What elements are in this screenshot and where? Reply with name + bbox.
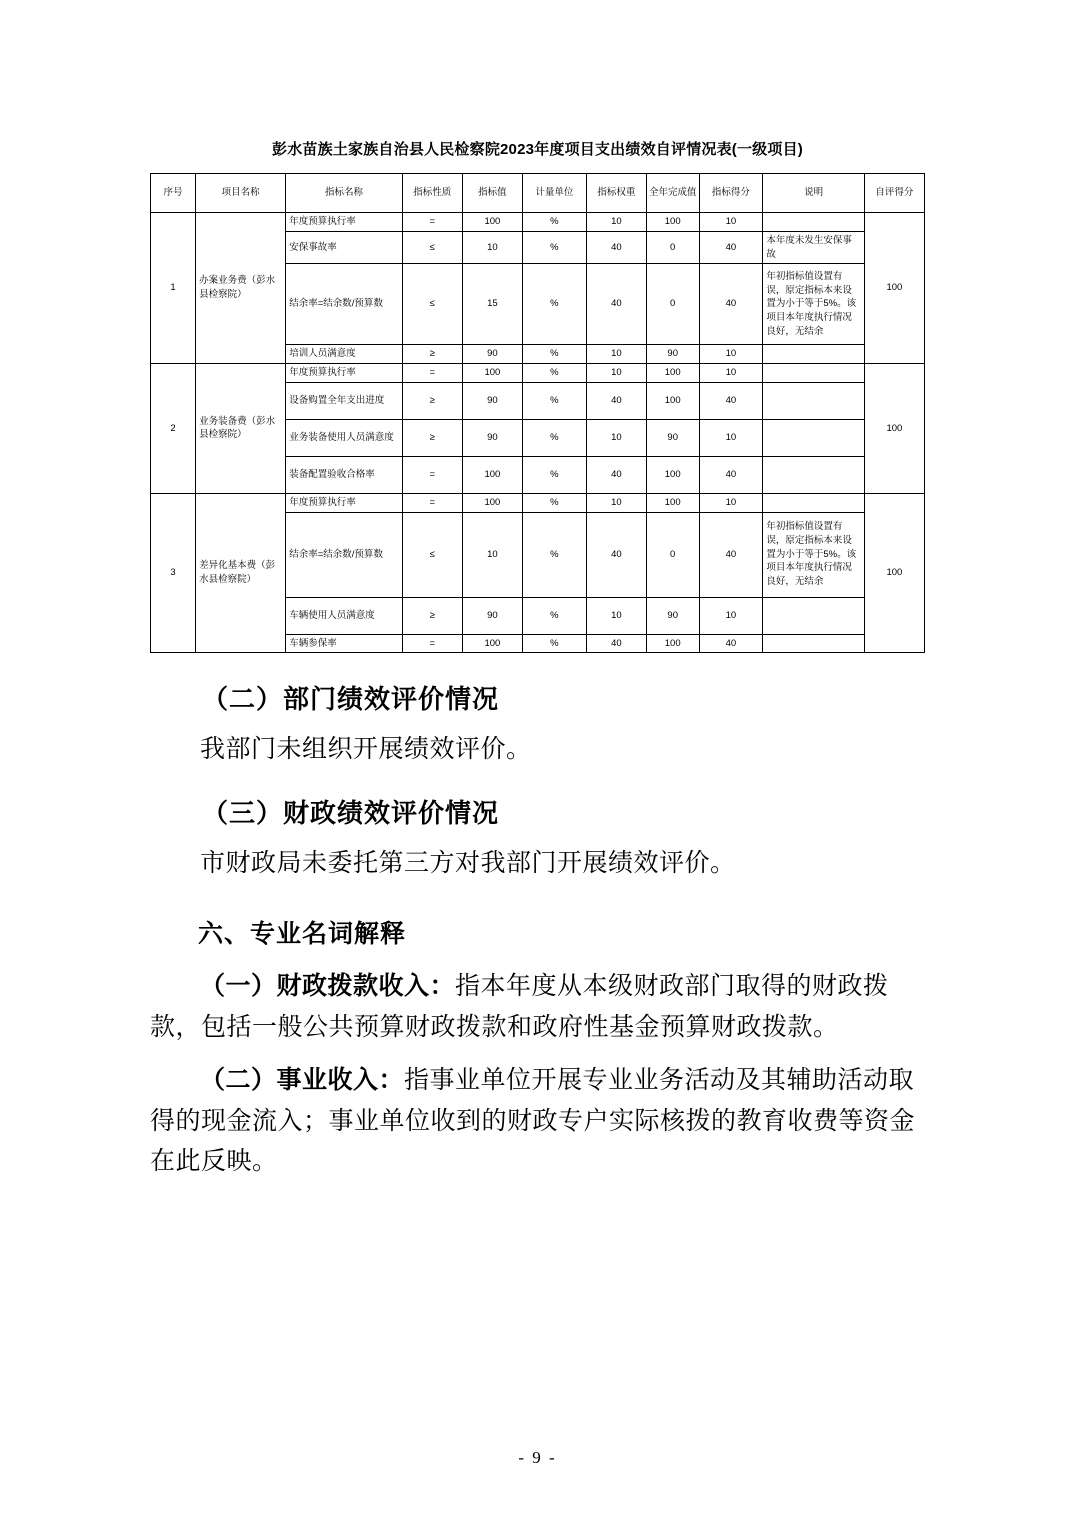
cell-unit: %: [522, 512, 586, 597]
cell-note: 年初指标值设置有误，原定指标本来设置为小于等于5%。该项目本年度执行情况良好，无结余: [763, 264, 864, 345]
cell-self-score: 100: [864, 213, 924, 364]
cell-indicator: 设备购置全年支出进度: [286, 382, 402, 419]
cell-weight: 10: [586, 493, 646, 512]
col-header-note: 说明: [763, 174, 864, 213]
cell-project: 业务装备费（彭水县检察院）: [196, 364, 286, 494]
heading-department-evaluation: （二）部门绩效评价情况: [202, 685, 500, 715]
cell-nature: =: [402, 364, 462, 383]
cell-note: [763, 493, 864, 512]
cell-value: 100: [462, 213, 522, 232]
cell-self-score: 100: [864, 364, 924, 494]
cell-score: 40: [699, 382, 763, 419]
cell-note: [763, 456, 864, 493]
cell-value: 10: [462, 512, 522, 597]
term-lead-fiscal-appropriation: （一）财政拨款收入：: [200, 972, 456, 1001]
cell-indicator: 年度预算执行率: [286, 364, 402, 383]
cell-unit: %: [522, 382, 586, 419]
cell-actual: 100: [646, 382, 699, 419]
cell-self-score: 100: [864, 493, 924, 653]
performance-evaluation-table: [150, 173, 925, 653]
cell-nature: ≤: [402, 264, 462, 345]
cell-nature: ≤: [402, 231, 462, 264]
cell-nature: ≥: [402, 382, 462, 419]
cell-indicator: 车辆参保率: [286, 634, 402, 653]
cell-no: 1: [151, 213, 196, 364]
paragraph-fiscal-evaluation: 市财政局未委托第三方对我部门开展绩效评价。: [200, 849, 736, 877]
cell-score: 40: [699, 456, 763, 493]
cell-indicator: 结余率=结余数/预算数: [286, 512, 402, 597]
cell-weight: 10: [586, 597, 646, 634]
cell-unit: %: [522, 456, 586, 493]
cell-value: 100: [462, 493, 522, 512]
cell-actual: 100: [646, 493, 699, 512]
cell-nature: =: [402, 213, 462, 232]
cell-unit: %: [522, 364, 586, 383]
cell-actual: 0: [646, 512, 699, 597]
paragraph-term-operating-income: [150, 1060, 925, 1183]
paragraph-department-evaluation: 我部门未组织开展绩效评价。: [200, 736, 532, 764]
cell-actual: 0: [646, 231, 699, 264]
cell-unit: %: [522, 345, 586, 364]
cell-value: 90: [462, 597, 522, 634]
cell-nature: =: [402, 634, 462, 653]
cell-nature: =: [402, 493, 462, 512]
cell-project: 差异化基本费（彭水县检察院）: [196, 493, 286, 653]
cell-actual: 100: [646, 634, 699, 653]
cell-note: [763, 634, 864, 653]
table-row: [151, 213, 925, 232]
cell-no: 2: [151, 364, 196, 494]
cell-indicator: 业务装备使用人员满意度: [286, 419, 402, 456]
cell-score: 10: [699, 345, 763, 364]
cell-value: 10: [462, 231, 522, 264]
cell-unit: %: [522, 419, 586, 456]
col-header-self-score: 自评得分: [864, 174, 924, 213]
col-header-indicator: 指标名称: [286, 174, 402, 213]
cell-indicator: 培训人员满意度: [286, 345, 402, 364]
cell-note: [763, 364, 864, 383]
col-header-nature: 指标性质: [402, 174, 462, 213]
cell-nature: ≤: [402, 512, 462, 597]
cell-score: 10: [699, 364, 763, 383]
cell-weight: 10: [586, 213, 646, 232]
cell-actual: 90: [646, 419, 699, 456]
cell-score: 40: [699, 264, 763, 345]
cell-actual: 100: [646, 456, 699, 493]
cell-actual: 0: [646, 264, 699, 345]
cell-weight: 40: [586, 231, 646, 264]
table-row: [151, 493, 925, 512]
cell-indicator: 年度预算执行率: [286, 493, 402, 512]
cell-note: [763, 382, 864, 419]
cell-actual: 100: [646, 364, 699, 383]
cell-indicator: 年度预算执行率: [286, 213, 402, 232]
cell-note: [763, 419, 864, 456]
cell-unit: %: [522, 213, 586, 232]
cell-unit: %: [522, 597, 586, 634]
cell-nature: ≥: [402, 345, 462, 364]
table-title: 彭水苗族土家族自治县人民检察院2023年度项目支出绩效自评情况表(一级项目): [272, 141, 803, 158]
cell-nature: ≥: [402, 597, 462, 634]
term-lead-operating-income: （二）事业收入：: [200, 1066, 405, 1095]
cell-unit: %: [522, 231, 586, 264]
cell-weight: 40: [586, 264, 646, 345]
cell-weight: 40: [586, 512, 646, 597]
cell-unit: %: [522, 634, 586, 653]
cell-no: 3: [151, 493, 196, 653]
cell-actual: 90: [646, 597, 699, 634]
cell-unit: %: [522, 493, 586, 512]
col-header-project: 项目名称: [196, 174, 286, 213]
cell-weight: 10: [586, 364, 646, 383]
heading-fiscal-evaluation: （三）财政绩效评价情况: [202, 798, 500, 828]
cell-note: [763, 345, 864, 364]
cell-value: 15: [462, 264, 522, 345]
cell-indicator: 车辆使用人员满意度: [286, 597, 402, 634]
cell-score: 10: [699, 493, 763, 512]
table-row: [151, 364, 925, 383]
col-header-no: 序号: [151, 174, 196, 213]
cell-note: [763, 597, 864, 634]
document-body: [150, 679, 925, 1183]
cell-nature: =: [402, 456, 462, 493]
cell-value: 90: [462, 419, 522, 456]
cell-weight: 10: [586, 345, 646, 364]
cell-unit: %: [522, 264, 586, 345]
cell-value: 100: [462, 634, 522, 653]
cell-nature: ≥: [402, 419, 462, 456]
cell-score: 40: [699, 634, 763, 653]
cell-note: 本年度未发生安保事故: [763, 231, 864, 264]
cell-value: 100: [462, 456, 522, 493]
cell-weight: 40: [586, 634, 646, 653]
cell-score: 40: [699, 512, 763, 597]
term-body-operating-income: 指事业单位开展专业业务活动及其辅助活动取得的现金流入；事业单位收到的财政专户实际核拨的教育收费等资金在此反映。: [150, 1067, 916, 1176]
cell-note: [763, 213, 864, 232]
cell-project: 办案业务费（彭水县检察院）: [196, 213, 286, 364]
cell-actual: 90: [646, 345, 699, 364]
cell-weight: 40: [586, 382, 646, 419]
page-number: - 9 -: [518, 1448, 557, 1467]
cell-indicator: 安保事故率: [286, 231, 402, 264]
cell-score: 40: [699, 231, 763, 264]
cell-value: 90: [462, 382, 522, 419]
cell-score: 10: [699, 597, 763, 634]
term-body-fiscal-appropriation: 指本年度从本级财政部门取得的财政拨款，包括一般公共预算财政拨款和政府性基金预算财政拨款。: [150, 973, 889, 1041]
col-header-value: 指标值: [462, 174, 522, 213]
cell-score: 10: [699, 213, 763, 232]
cell-note: 年初指标值设置有误，原定指标本来设置为小于等于5%。该项目本年度执行情况良好，无结余: [763, 512, 864, 597]
heading-terminology: 六、专业名词解释: [198, 920, 407, 949]
col-header-unit: 计量单位: [522, 174, 586, 213]
col-header-score: 指标得分: [699, 174, 763, 213]
cell-value: 100: [462, 364, 522, 383]
table-header-row: [151, 174, 925, 213]
col-header-weight: 指标权重: [586, 174, 646, 213]
cell-indicator: 装备配置验收合格率: [286, 456, 402, 493]
cell-value: 90: [462, 345, 522, 364]
cell-weight: 10: [586, 419, 646, 456]
cell-actual: 100: [646, 213, 699, 232]
cell-score: 10: [699, 419, 763, 456]
cell-weight: 40: [586, 456, 646, 493]
col-header-actual: 全年完成值: [646, 174, 699, 213]
paragraph-term-fiscal-appropriation: [150, 966, 925, 1048]
cell-indicator: 结余率=结余数/预算数: [286, 264, 402, 345]
